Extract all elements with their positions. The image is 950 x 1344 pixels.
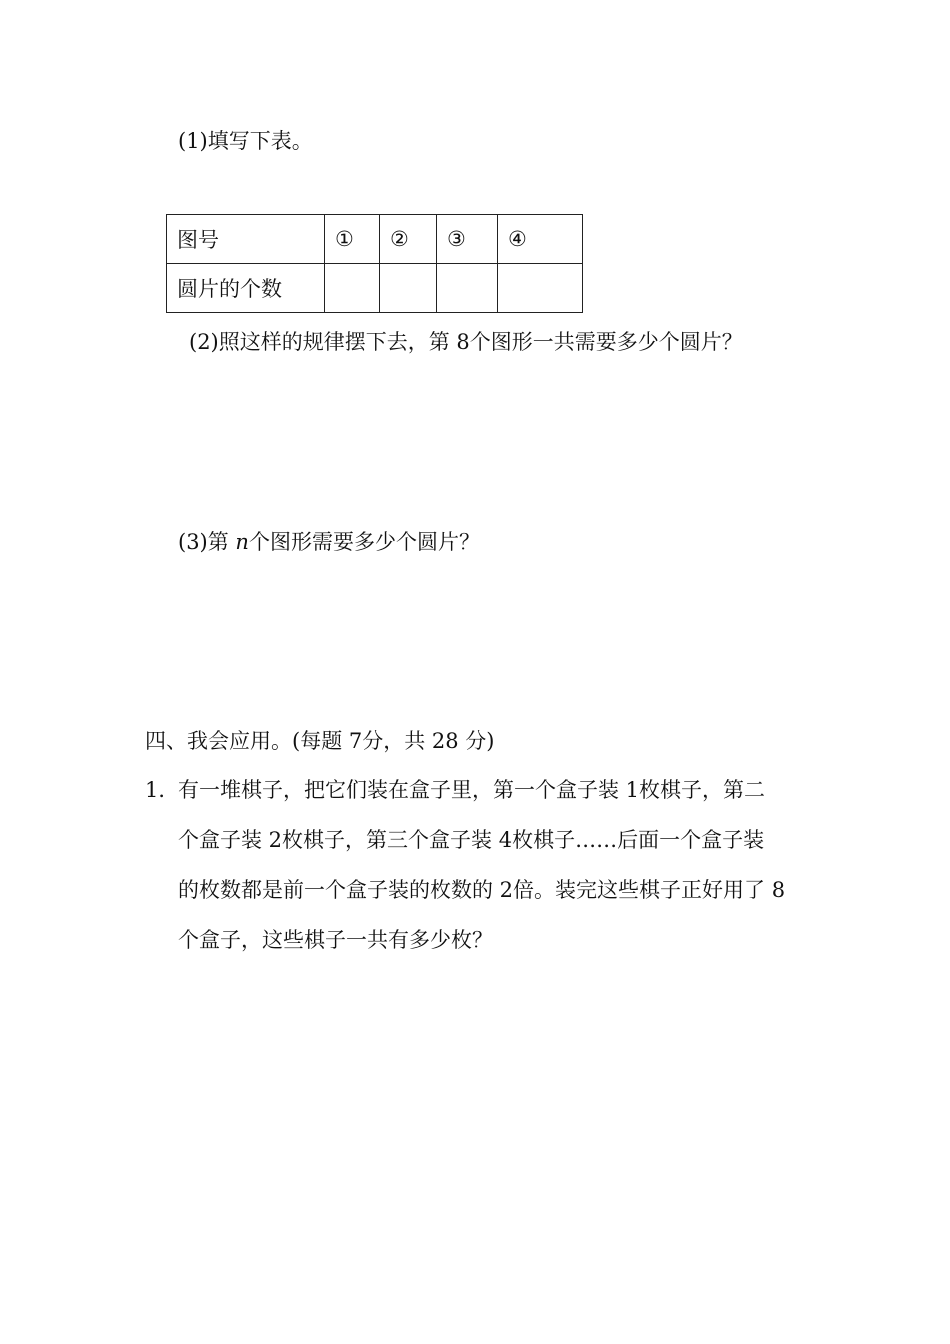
table-row	[167, 264, 583, 313]
problem-number: 1．	[145, 778, 180, 802]
question-3-prefix: (3)第	[178, 530, 236, 554]
answer-cell[interactable]	[325, 264, 380, 313]
table-header-cell: ④	[498, 215, 583, 264]
question-2: (2)照这样的规律摆下去，第 8个图形一共需要多少个圆片？	[189, 330, 743, 354]
table-row-label: 圆片的个数	[167, 264, 325, 313]
table-header-cell: ③	[437, 215, 498, 264]
table-header-cell: ①	[325, 215, 380, 264]
table-header-row	[167, 215, 583, 264]
answer-cell[interactable]	[437, 264, 498, 313]
problem-line: 个盒子装 2枚棋子，第三个盒子装 4枚棋子……后面一个盒子装	[178, 828, 765, 852]
section-heading: 四、我会应用。(每题 7分，共 28 分)	[145, 729, 495, 753]
answer-cell[interactable]	[380, 264, 437, 313]
variable-n: n	[235, 530, 249, 554]
answer-cell[interactable]	[498, 264, 583, 313]
table-header-cell: 图号	[167, 215, 325, 264]
problem-line: 的枚数都是前一个盒子装的枚数的 2倍。装完这些棋子正好用了 8	[178, 878, 786, 902]
problem-line: 个盒子，这些棋子一共有多少枚？	[178, 928, 493, 952]
fill-in-table	[166, 214, 583, 313]
table-header-cell: ②	[380, 215, 437, 264]
question-3	[178, 528, 480, 556]
question-1: (1)填写下表。	[178, 129, 313, 153]
problem-line: 有一堆棋子，把它们装在盒子里，第一个盒子装 1枚棋子，第二	[178, 778, 766, 802]
question-3-suffix: 个图形需要多少个圆片？	[248, 530, 480, 554]
